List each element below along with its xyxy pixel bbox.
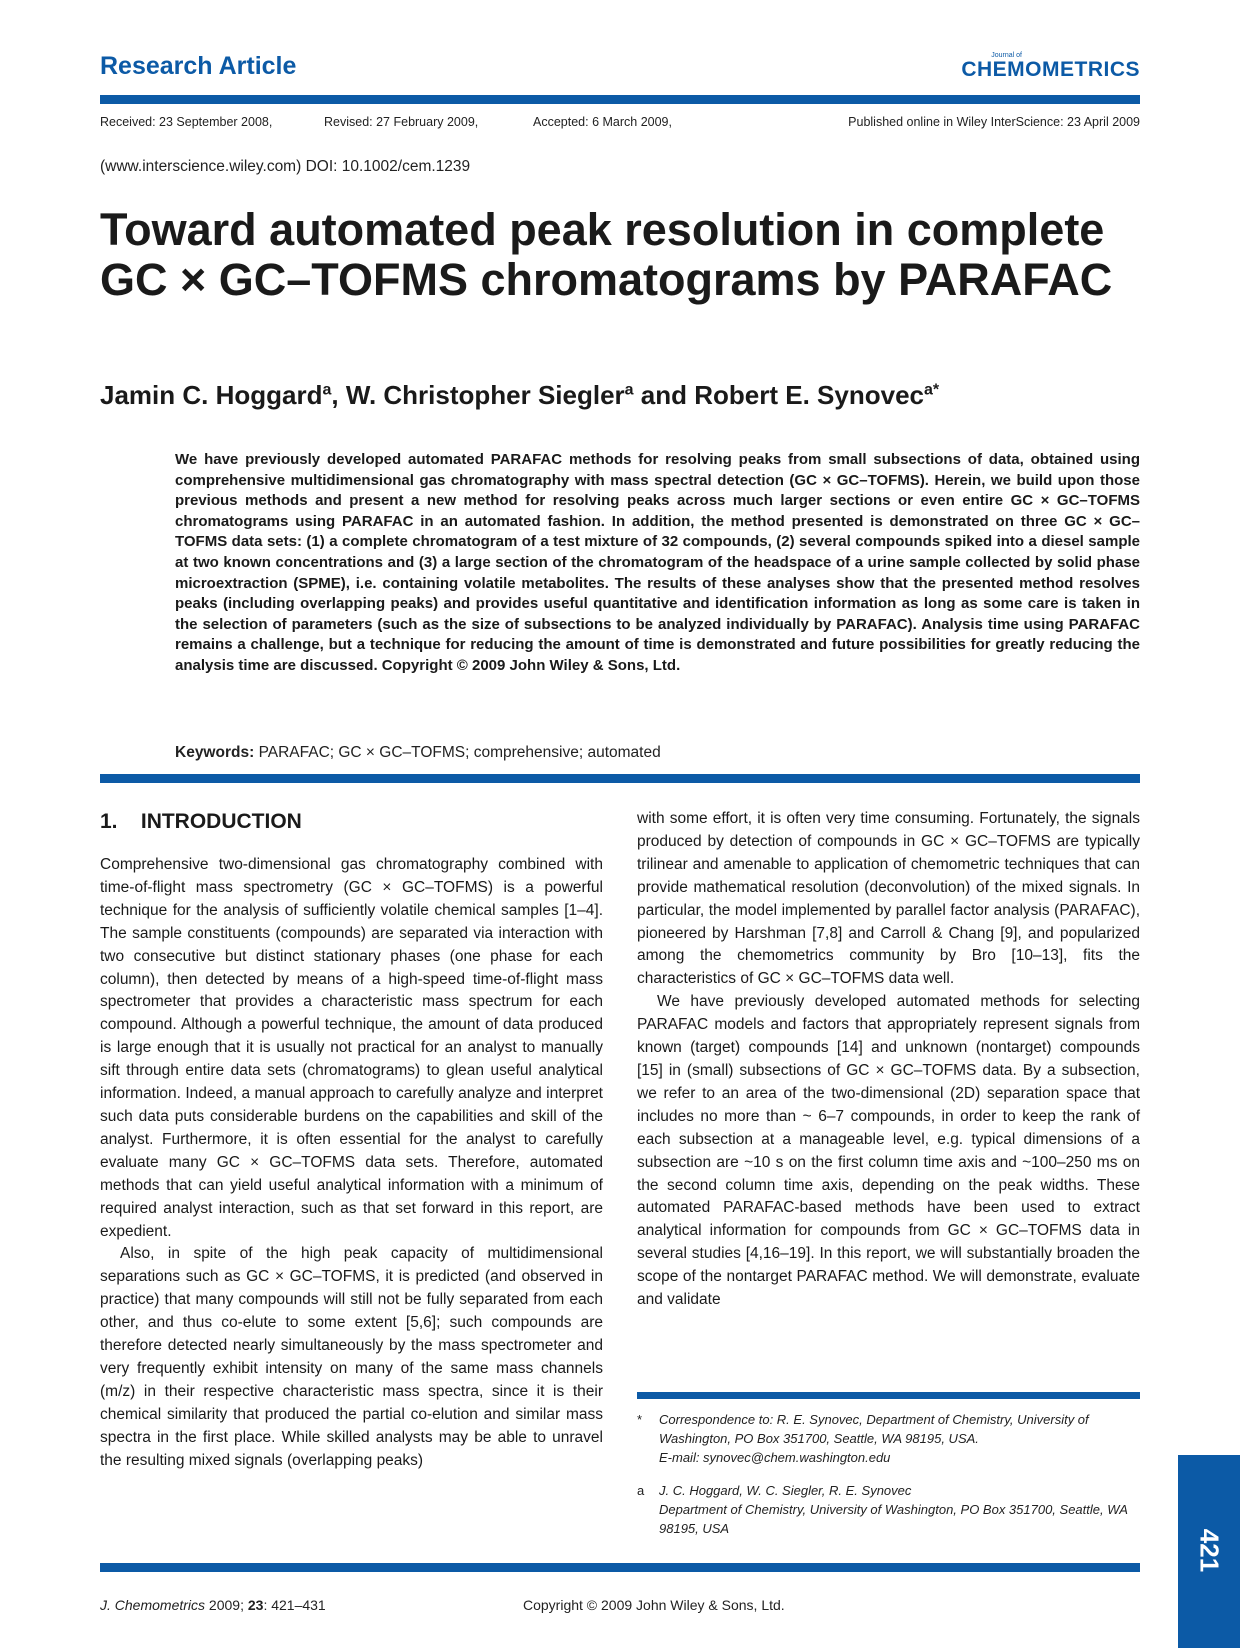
accepted-date: Accepted: 6 March 2009, [533,115,672,129]
page-number-tab [1178,1455,1240,1648]
doi-line[interactable]: (www.interscience.wiley.com) DOI: 10.1002/cem.1239 [100,158,471,175]
footnote-mark: a [637,1483,645,1498]
journal-abbrev: J. Chemometrics [100,1597,206,1613]
author-affiliation-mark: a [624,381,634,399]
footnote-mark: * [637,1412,643,1427]
affiliation-footnote [637,1481,1140,1538]
correspondence-text: Correspondence to: R. E. Synovec, Department of Chemistry, University of Washington, PO Box 351700, Seattle, WA 98195, USA. [659,1412,1089,1446]
paragraph: Comprehensive two-dimensional gas chromatography combined with time-of-flight mass spectrometry (GC × GC–TOFMS) is a powerful technique for the analysis of sufficiently volatile chemical samples [1–4]. The sample constituents (compounds) are separated via interaction with two consecutive but distinct stationary phases (one phase for each column), then detected by means of a high-speed time-of-flight mass spectrometer that provides a characteristic mass spectrum for each compound. Although a powerful technique, the amount of data produced is large enough that it is usually not practical for an analyst to manually sift through entire data sets (chromatograms) to glean useful analytical information. Indeed, a manual approach to carefully analyze and interpret such data puts considerable burdens on the capabilities and skill of the analyst. Furthermore, it is often essential for the analyst to carefully evaluate many GC × GC–TOFMS data sets. Therefore, automated methods that can yield useful analytical information with a minimum of required analyst interaction, such as that set forward in this report, are expedient. [100,856,603,1240]
body-column-right [637,808,1140,1312]
affiliation-text: Department of Chemistry, University of Washington, PO Box 351700, Seattle, WA 98195, USA [659,1502,1128,1536]
page-number: 421 [1194,1528,1225,1573]
journal-logo-name: CHEMOMETRICS [961,58,1140,81]
revised-date: Revised: 27 February 2009, [324,115,479,129]
author-affiliation-mark: a [322,381,332,399]
correspondence-email[interactable]: E-mail: synovec@chem.washington.edu [659,1450,891,1465]
journal-citation [100,1597,326,1613]
published-date: Published online in Wiley InterScience: 23 April 2009 [848,115,1140,129]
article-type-label: Research Article [100,52,297,80]
affiliation-names: J. C. Hoggard, W. C. Siegler, R. E. Synovec [659,1483,912,1498]
paragraph: Also, in spite of the high peak capacity of multidimensional separations such as GC × GC–TOFMS, it is predicted (and observed in practice) that many compounds will still not be fully separated from each other, and thus co-elute to some extent [5,6]; such compounds are therefore detected nearly simultaneously by the mass spectrometer and very frequently exhibit intensity on many of the same mass channels (m/z) in their respective characteristic mass spectra, since it is their chemical similarity that produced the partial co-elution and similar mass spectra in the first place. While skilled analysts may be able to unravel the resulting mixed signals (overlapping peaks) [100,1245,603,1469]
paragraph: with some effort, it is often very time consuming. Fortunately, the signals produced by detection of compounds in GC × GC–TOFMS are typically trilinear and amenable to application of chemometric techniques that can provide mathematical resolution (deconvolution) of the mixed signals. In particular, the model implemented by parallel factor analysis (PARAFAC), pioneered by Harshman [7,8] and Carroll & Chang [9], and popularized among the chemometrics community by Bro [10–13], fits the characteristics of GC × GC–TOFMS data well. [637,810,1140,988]
journal-logo-small: Journal of [991,52,1022,59]
correspondence-footnote [637,1410,1140,1467]
citation-volume: 23 [247,1597,264,1613]
section-heading [100,810,302,834]
received-date: Received: 23 September 2008, [100,115,273,129]
author-name: Robert E. Synovec [694,380,924,410]
keywords-label: Keywords: [175,744,255,761]
abstract: We have previously developed automated PARAFAC methods for resolving peaks from small subsections of data, obtained using comprehensive multidimensional gas chromatography with mass spectral detection (GC × GC–TOFMS). Herein, we build upon those previous methods and present a new method for resolving peaks across much larger sections or even entire GC × GC–TOFMS chromatograms using PARAFAC in an automated fashion. In addition, the method presented is demonstrated on three GC × GC–TOFMS data sets: (1) a complete chromatogram of a test mixture of 32 compounds, (2) several compounds spiked into a diesel sample at two known concentrations and (3) a large section of the chromatogram of the headspace of a urine sample collected by solid phase microextraction (SPME), i.e. containing volatile metabolites. The results of these analyses show that the presented method resolves peaks (including overlapping peaks) and provides useful quantitative and identification information as long as some care is taken in the selection of parameters (such as the size of subsections to be analyzed individually by PARAFAC). Analysis time using PARAFAC remains a challenge, but a technique for reducing the amount of time is demonstrated and future possibilities for greatly reducing the analysis time are discussed. Copyright © 2009 John Wiley & Sons, Ltd. [175,451,1140,674]
author-separator: and [633,380,695,410]
author-separator: , [331,380,346,410]
abstract-rule [100,774,1140,783]
citation-year: 2009; [208,1597,244,1613]
author-affiliation-mark: a* [923,381,940,399]
keywords [175,744,661,762]
body-column-left [100,854,603,1472]
header-rule [100,95,1140,104]
footer-rule [100,1563,1140,1572]
copyright-notice: Copyright © 2009 John Wiley & Sons, Ltd. [523,1597,785,1613]
section-number: 1. [100,810,118,833]
keywords-list: PARAFAC; GC × GC–TOFMS; comprehensive; automated [258,744,661,761]
citation-pages: : 421–431 [263,1597,326,1613]
footnotes [637,1410,1140,1552]
journal-logo [961,52,1140,81]
section-title: INTRODUCTION [140,810,302,833]
footnote-rule [637,1392,1140,1399]
article-title: Toward automated peak resolution in complete GC × GC–TOFMS chromatograms by PARAFAC [100,204,1113,305]
paragraph: We have previously developed automated methods for selecting PARAFAC models and factors that appropriately represent signals from known (target) compounds [14] and unknown (nontarget) compounds [15] in (small) subsections of GC × GC–TOFMS data. By a subsection, we refer to an area of the two-dimensional (2D) separation space that includes no more than ~ 6–7 compounds, in order to keep the rank of each subsection at a manageable level, e.g. typical dimensions of a subsection are ~10 s on the first column time axis and ~100–250 ms on the second column time axis, depending on the peak widths. These automated PARAFAC-based methods have been used to extract analytical information for compounds from GC × GC–TOFMS data in several studies [4,16–19]. In this report, we will substantially broaden the scope of the nontarget PARAFAC method. We will demonstrate, evaluate and validate [637,993,1140,1309]
author-name: Jamin C. Hoggard [100,380,323,410]
author-list [100,380,939,411]
author-name: W. Christopher Siegler [345,380,625,410]
